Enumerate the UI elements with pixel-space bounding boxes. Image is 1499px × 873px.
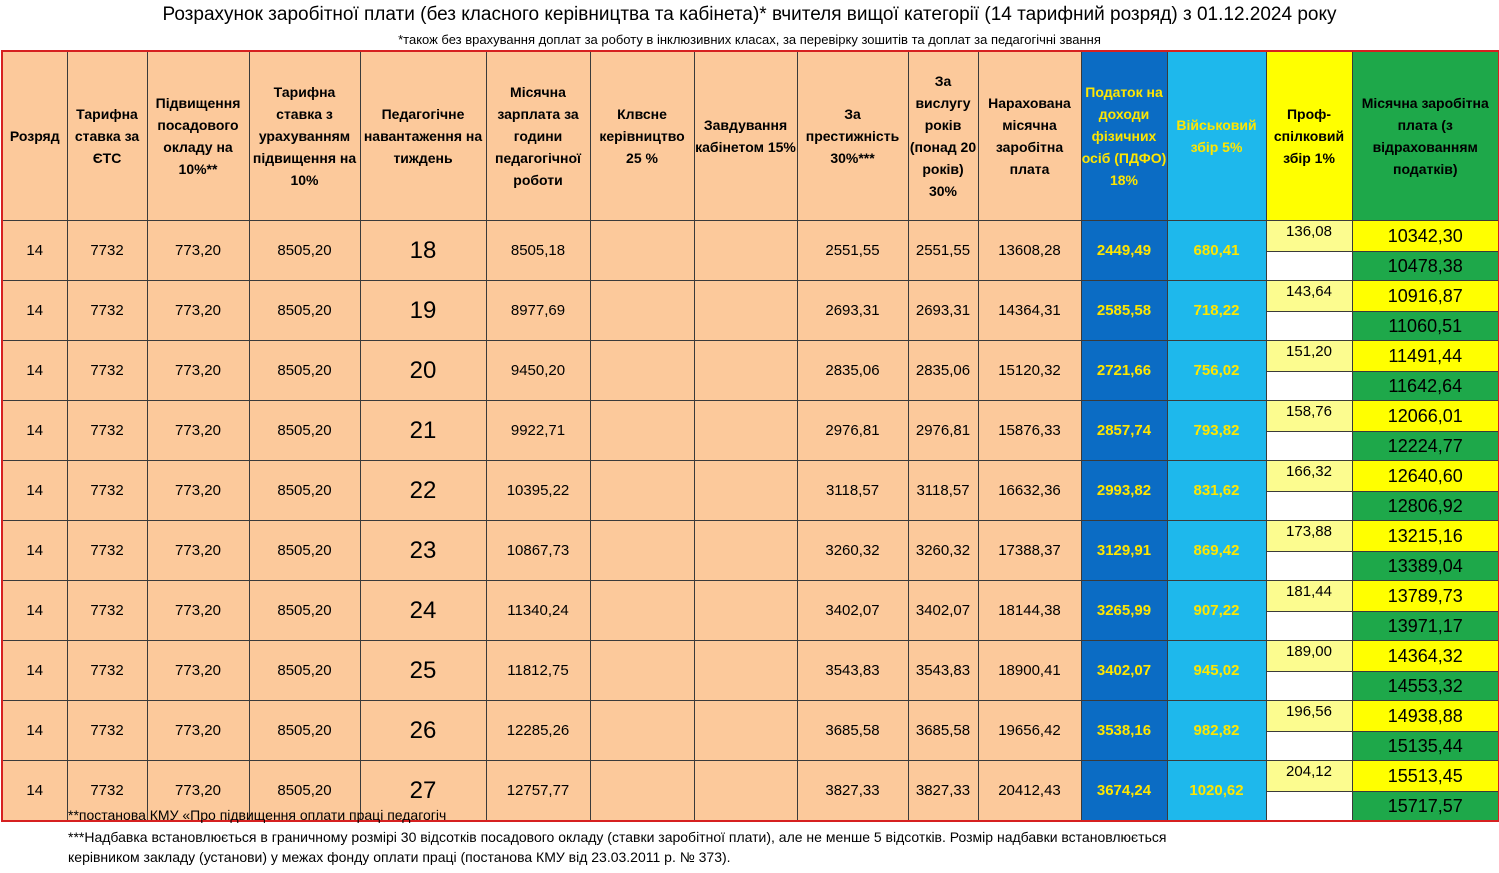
cell-union: 143,64 xyxy=(1266,281,1352,312)
cell-rate: 7732 xyxy=(67,521,147,581)
cell-class-mgmt xyxy=(590,281,694,341)
footnote-3: керівником закладу (установи) у межах фонду оплати праці (постанова КМУ від 23.03.2011 р. № 373). xyxy=(68,849,731,865)
table-body xyxy=(2,221,1499,822)
cell-military: 680,41 xyxy=(1167,221,1266,281)
cell-raise: 773,20 xyxy=(147,641,249,701)
header-military: Військовий збір 5% xyxy=(1167,51,1266,221)
cell-net-with-union: 10342,30 xyxy=(1352,221,1499,252)
cell-accrued: 18900,41 xyxy=(978,641,1081,701)
cell-grade: 14 xyxy=(2,461,67,521)
header-seniority: За вислугу років (понад 20 років) 30% xyxy=(908,51,978,221)
cell-grade: 14 xyxy=(2,281,67,341)
cell-grade: 14 xyxy=(2,221,67,281)
cell-union-blank xyxy=(1266,372,1352,401)
cell-class-mgmt xyxy=(590,521,694,581)
cell-union-blank xyxy=(1266,792,1352,822)
cell-tax: 3265,99 xyxy=(1081,581,1167,641)
cell-seniority: 2976,81 xyxy=(908,401,978,461)
header-raise: Підвищення посадового окладу на 10%** xyxy=(147,51,249,221)
cell-net-without-union: 13971,17 xyxy=(1352,612,1499,641)
cell-military: 982,82 xyxy=(1167,701,1266,761)
cell-cabinet xyxy=(694,701,797,761)
cell-grade: 14 xyxy=(2,401,67,461)
cell-net-without-union: 12806,92 xyxy=(1352,492,1499,521)
cell-cabinet xyxy=(694,341,797,401)
cell-accrued: 16632,36 xyxy=(978,461,1081,521)
cell-rate: 7732 xyxy=(67,461,147,521)
cell-load: 21 xyxy=(360,401,486,461)
cell-tax: 2993,82 xyxy=(1081,461,1167,521)
cell-class-mgmt xyxy=(590,341,694,401)
cell-union: 204,12 xyxy=(1266,761,1352,792)
cell-monthly: 10395,22 xyxy=(486,461,590,521)
cell-prestige: 3260,32 xyxy=(797,521,908,581)
table-row xyxy=(2,581,1499,612)
cell-cabinet xyxy=(694,521,797,581)
cell-prestige: 3402,07 xyxy=(797,581,908,641)
cell-accrued: 18144,38 xyxy=(978,581,1081,641)
cell-union-blank xyxy=(1266,612,1352,641)
cell-tax: 2585,58 xyxy=(1081,281,1167,341)
cell-net-with-union: 15513,45 xyxy=(1352,761,1499,792)
header-load: Педагогічне навантаження на тиждень xyxy=(360,51,486,221)
table-row xyxy=(2,281,1499,312)
cell-union: 173,88 xyxy=(1266,521,1352,552)
cell-rate: 7732 xyxy=(67,221,147,281)
cell-grade: 14 xyxy=(2,521,67,581)
cell-raise: 773,20 xyxy=(147,521,249,581)
cell-prestige: 3543,83 xyxy=(797,641,908,701)
header-net: Місячна заробітна плата (з відрахованням податків) xyxy=(1352,51,1499,221)
cell-monthly: 9922,71 xyxy=(486,401,590,461)
cell-tax: 2449,49 xyxy=(1081,221,1167,281)
cell-cabinet xyxy=(694,641,797,701)
cell-net-with-union: 12640,60 xyxy=(1352,461,1499,492)
cell-union-blank xyxy=(1266,312,1352,341)
cell-monthly: 8977,69 xyxy=(486,281,590,341)
cell-tax: 3538,16 xyxy=(1081,701,1167,761)
cell-net-with-union: 14364,32 xyxy=(1352,641,1499,672)
cell-load: 18 xyxy=(360,221,486,281)
cell-seniority: 3827,33 xyxy=(908,761,978,822)
cell-union: 136,08 xyxy=(1266,221,1352,252)
cell-cabinet xyxy=(694,221,797,281)
cell-grade: 14 xyxy=(2,341,67,401)
cell-load: 23 xyxy=(360,521,486,581)
cell-class-mgmt xyxy=(590,461,694,521)
cell-accrued: 19656,42 xyxy=(978,701,1081,761)
cell-prestige: 3685,58 xyxy=(797,701,908,761)
cell-rate-raised: 8505,20 xyxy=(249,341,360,401)
cell-net-without-union: 11642,64 xyxy=(1352,372,1499,401)
cell-rate-raised: 8505,20 xyxy=(249,401,360,461)
cell-union-blank xyxy=(1266,552,1352,581)
cell-rate: 7732 xyxy=(67,341,147,401)
cell-class-mgmt xyxy=(590,581,694,641)
cell-rate-raised: 8505,20 xyxy=(249,521,360,581)
cell-cabinet xyxy=(694,581,797,641)
cell-class-mgmt xyxy=(590,401,694,461)
cell-rate: 7732 xyxy=(67,581,147,641)
cell-seniority: 3118,57 xyxy=(908,461,978,521)
cell-military: 945,02 xyxy=(1167,641,1266,701)
cell-tax: 2721,66 xyxy=(1081,341,1167,401)
cell-prestige: 2976,81 xyxy=(797,401,908,461)
cell-tax: 3674,24 xyxy=(1081,761,1167,822)
header-prestige: За престижність 30%*** xyxy=(797,51,908,221)
cell-seniority: 2835,06 xyxy=(908,341,978,401)
cell-load: 24 xyxy=(360,581,486,641)
cell-union: 189,00 xyxy=(1266,641,1352,672)
cell-prestige: 2835,06 xyxy=(797,341,908,401)
cell-union: 151,20 xyxy=(1266,341,1352,372)
cell-union-blank xyxy=(1266,732,1352,761)
cell-rate-raised: 8505,20 xyxy=(249,701,360,761)
cell-rate: 7732 xyxy=(67,401,147,461)
header-grade: Розряд xyxy=(2,51,67,221)
cell-union-blank xyxy=(1266,432,1352,461)
cell-load: 27 xyxy=(360,761,486,822)
cell-monthly: 11340,24 xyxy=(486,581,590,641)
cell-seniority: 2551,55 xyxy=(908,221,978,281)
header-rate: Тарифна ставка за ЄТС xyxy=(67,51,147,221)
cell-rate-raised: 8505,20 xyxy=(249,221,360,281)
cell-military: 756,02 xyxy=(1167,341,1266,401)
cell-rate: 7732 xyxy=(67,641,147,701)
cell-military: 907,22 xyxy=(1167,581,1266,641)
cell-union-blank xyxy=(1266,672,1352,701)
table-row xyxy=(2,641,1499,672)
cell-grade: 14 xyxy=(2,641,67,701)
cell-accrued: 15876,33 xyxy=(978,401,1081,461)
cell-net-without-union: 12224,77 xyxy=(1352,432,1499,461)
table-row xyxy=(2,461,1499,492)
cell-accrued: 17388,37 xyxy=(978,521,1081,581)
cell-seniority: 2693,31 xyxy=(908,281,978,341)
cell-union-blank xyxy=(1266,252,1352,281)
table-row xyxy=(2,341,1499,372)
salary-table xyxy=(1,50,1499,822)
cell-net-with-union: 13789,73 xyxy=(1352,581,1499,612)
cell-union-blank xyxy=(1266,492,1352,521)
cell-raise: 773,20 xyxy=(147,281,249,341)
cell-military: 718,22 xyxy=(1167,281,1266,341)
table-row xyxy=(2,761,1499,792)
cell-raise: 773,20 xyxy=(147,461,249,521)
cell-cabinet xyxy=(694,281,797,341)
cell-net-with-union: 13215,16 xyxy=(1352,521,1499,552)
cell-net-with-union: 12066,01 xyxy=(1352,401,1499,432)
header-cabinet: Завдування кабінетом 15% xyxy=(694,51,797,221)
header-tax: Податок на доходи фізичних осіб (ПДФО) 18% xyxy=(1081,51,1167,221)
cell-monthly: 8505,18 xyxy=(486,221,590,281)
cell-military: 869,42 xyxy=(1167,521,1266,581)
table-row xyxy=(2,521,1499,552)
table-row xyxy=(2,401,1499,432)
cell-prestige: 2551,55 xyxy=(797,221,908,281)
header-union: Проф-спілковий збір 1% xyxy=(1266,51,1352,221)
cell-rate-raised: 8505,20 xyxy=(249,761,360,822)
cell-net-without-union: 14553,32 xyxy=(1352,672,1499,701)
cell-union: 196,56 xyxy=(1266,701,1352,732)
cell-military: 1020,62 xyxy=(1167,761,1266,822)
cell-accrued: 13608,28 xyxy=(978,221,1081,281)
cell-rate-raised: 8505,20 xyxy=(249,581,360,641)
cell-tax: 3129,91 xyxy=(1081,521,1167,581)
cell-monthly: 12757,77 xyxy=(486,761,590,822)
cell-class-mgmt xyxy=(590,701,694,761)
cell-grade: 14 xyxy=(2,701,67,761)
cell-raise: 773,20 xyxy=(147,341,249,401)
cell-union: 181,44 xyxy=(1266,581,1352,612)
cell-net-with-union: 10916,87 xyxy=(1352,281,1499,312)
table-row xyxy=(2,221,1499,252)
cell-rate: 7732 xyxy=(67,701,147,761)
cell-union: 158,76 xyxy=(1266,401,1352,432)
cell-net-with-union: 14938,88 xyxy=(1352,701,1499,732)
cell-rate: 7732 xyxy=(67,761,147,822)
cell-accrued: 15120,32 xyxy=(978,341,1081,401)
cell-net-without-union: 10478,38 xyxy=(1352,252,1499,281)
cell-load: 20 xyxy=(360,341,486,401)
cell-net-without-union: 13389,04 xyxy=(1352,552,1499,581)
cell-load: 19 xyxy=(360,281,486,341)
cell-rate: 7732 xyxy=(67,281,147,341)
cell-net-without-union: 15135,44 xyxy=(1352,732,1499,761)
cell-raise: 773,20 xyxy=(147,761,249,822)
cell-tax: 2857,74 xyxy=(1081,401,1167,461)
cell-net-without-union: 11060,51 xyxy=(1352,312,1499,341)
cell-seniority: 3260,32 xyxy=(908,521,978,581)
cell-class-mgmt xyxy=(590,641,694,701)
cell-prestige: 3827,33 xyxy=(797,761,908,822)
cell-accrued: 14364,31 xyxy=(978,281,1081,341)
cell-cabinet xyxy=(694,401,797,461)
cell-net-with-union: 11491,44 xyxy=(1352,341,1499,372)
cell-monthly: 9450,20 xyxy=(486,341,590,401)
header-row xyxy=(2,51,1499,221)
cell-load: 25 xyxy=(360,641,486,701)
cell-load: 22 xyxy=(360,461,486,521)
cell-monthly: 11812,75 xyxy=(486,641,590,701)
cell-prestige: 3118,57 xyxy=(797,461,908,521)
cell-accrued: 20412,43 xyxy=(978,761,1081,822)
cell-military: 793,82 xyxy=(1167,401,1266,461)
cell-rate-raised: 8505,20 xyxy=(249,641,360,701)
cell-rate-raised: 8505,20 xyxy=(249,281,360,341)
cell-union: 166,32 xyxy=(1266,461,1352,492)
cell-class-mgmt xyxy=(590,221,694,281)
cell-raise: 773,20 xyxy=(147,581,249,641)
cell-class-mgmt xyxy=(590,761,694,822)
cell-load: 26 xyxy=(360,701,486,761)
header-class-mgmt: Клвсне керівництво 25 % xyxy=(590,51,694,221)
cell-raise: 773,20 xyxy=(147,701,249,761)
cell-grade: 14 xyxy=(2,581,67,641)
cell-cabinet xyxy=(694,761,797,822)
cell-raise: 773,20 xyxy=(147,221,249,281)
cell-monthly: 12285,26 xyxy=(486,701,590,761)
cell-tax: 3402,07 xyxy=(1081,641,1167,701)
cell-seniority: 3685,58 xyxy=(908,701,978,761)
cell-military: 831,62 xyxy=(1167,461,1266,521)
footnote-2: ***Надбавка встановлюється в граничному розмірі 30 відсотків посадового окладу (ставки заробітної плати), але не менше 5 відсотків. Розмір надбавки встановлюється xyxy=(68,829,1167,845)
page-subtitle: *також без врахування доплат за роботу в інклюзивних класах, за перевірку зошитів та доплат за педагогічні звання xyxy=(398,32,1101,47)
cell-prestige: 2693,31 xyxy=(797,281,908,341)
cell-net-without-union: 15717,57 xyxy=(1352,792,1499,822)
cell-monthly: 10867,73 xyxy=(486,521,590,581)
header-monthly: Місячна зарплата за години педагогічної роботи xyxy=(486,51,590,221)
cell-grade: 14 xyxy=(2,761,67,822)
footnote-1: **постанова КМУ «Про підвищення оплати праці педагогіч xyxy=(68,807,447,823)
header-accrued: Нарахована місячна заробітна плата xyxy=(978,51,1081,221)
header-rate-raised: Тарифна ставка з урахуванням підвищення на 10% xyxy=(249,51,360,221)
cell-seniority: 3543,83 xyxy=(908,641,978,701)
cell-raise: 773,20 xyxy=(147,401,249,461)
table-row xyxy=(2,701,1499,732)
cell-rate-raised: 8505,20 xyxy=(249,461,360,521)
cell-cabinet xyxy=(694,461,797,521)
page-title: Розрахунок заробітної плати (без класного керівництва та кабінета)* вчителя вищої категорії (14 тарифний розряд) з 01.12.2024 року xyxy=(162,4,1337,25)
cell-seniority: 3402,07 xyxy=(908,581,978,641)
